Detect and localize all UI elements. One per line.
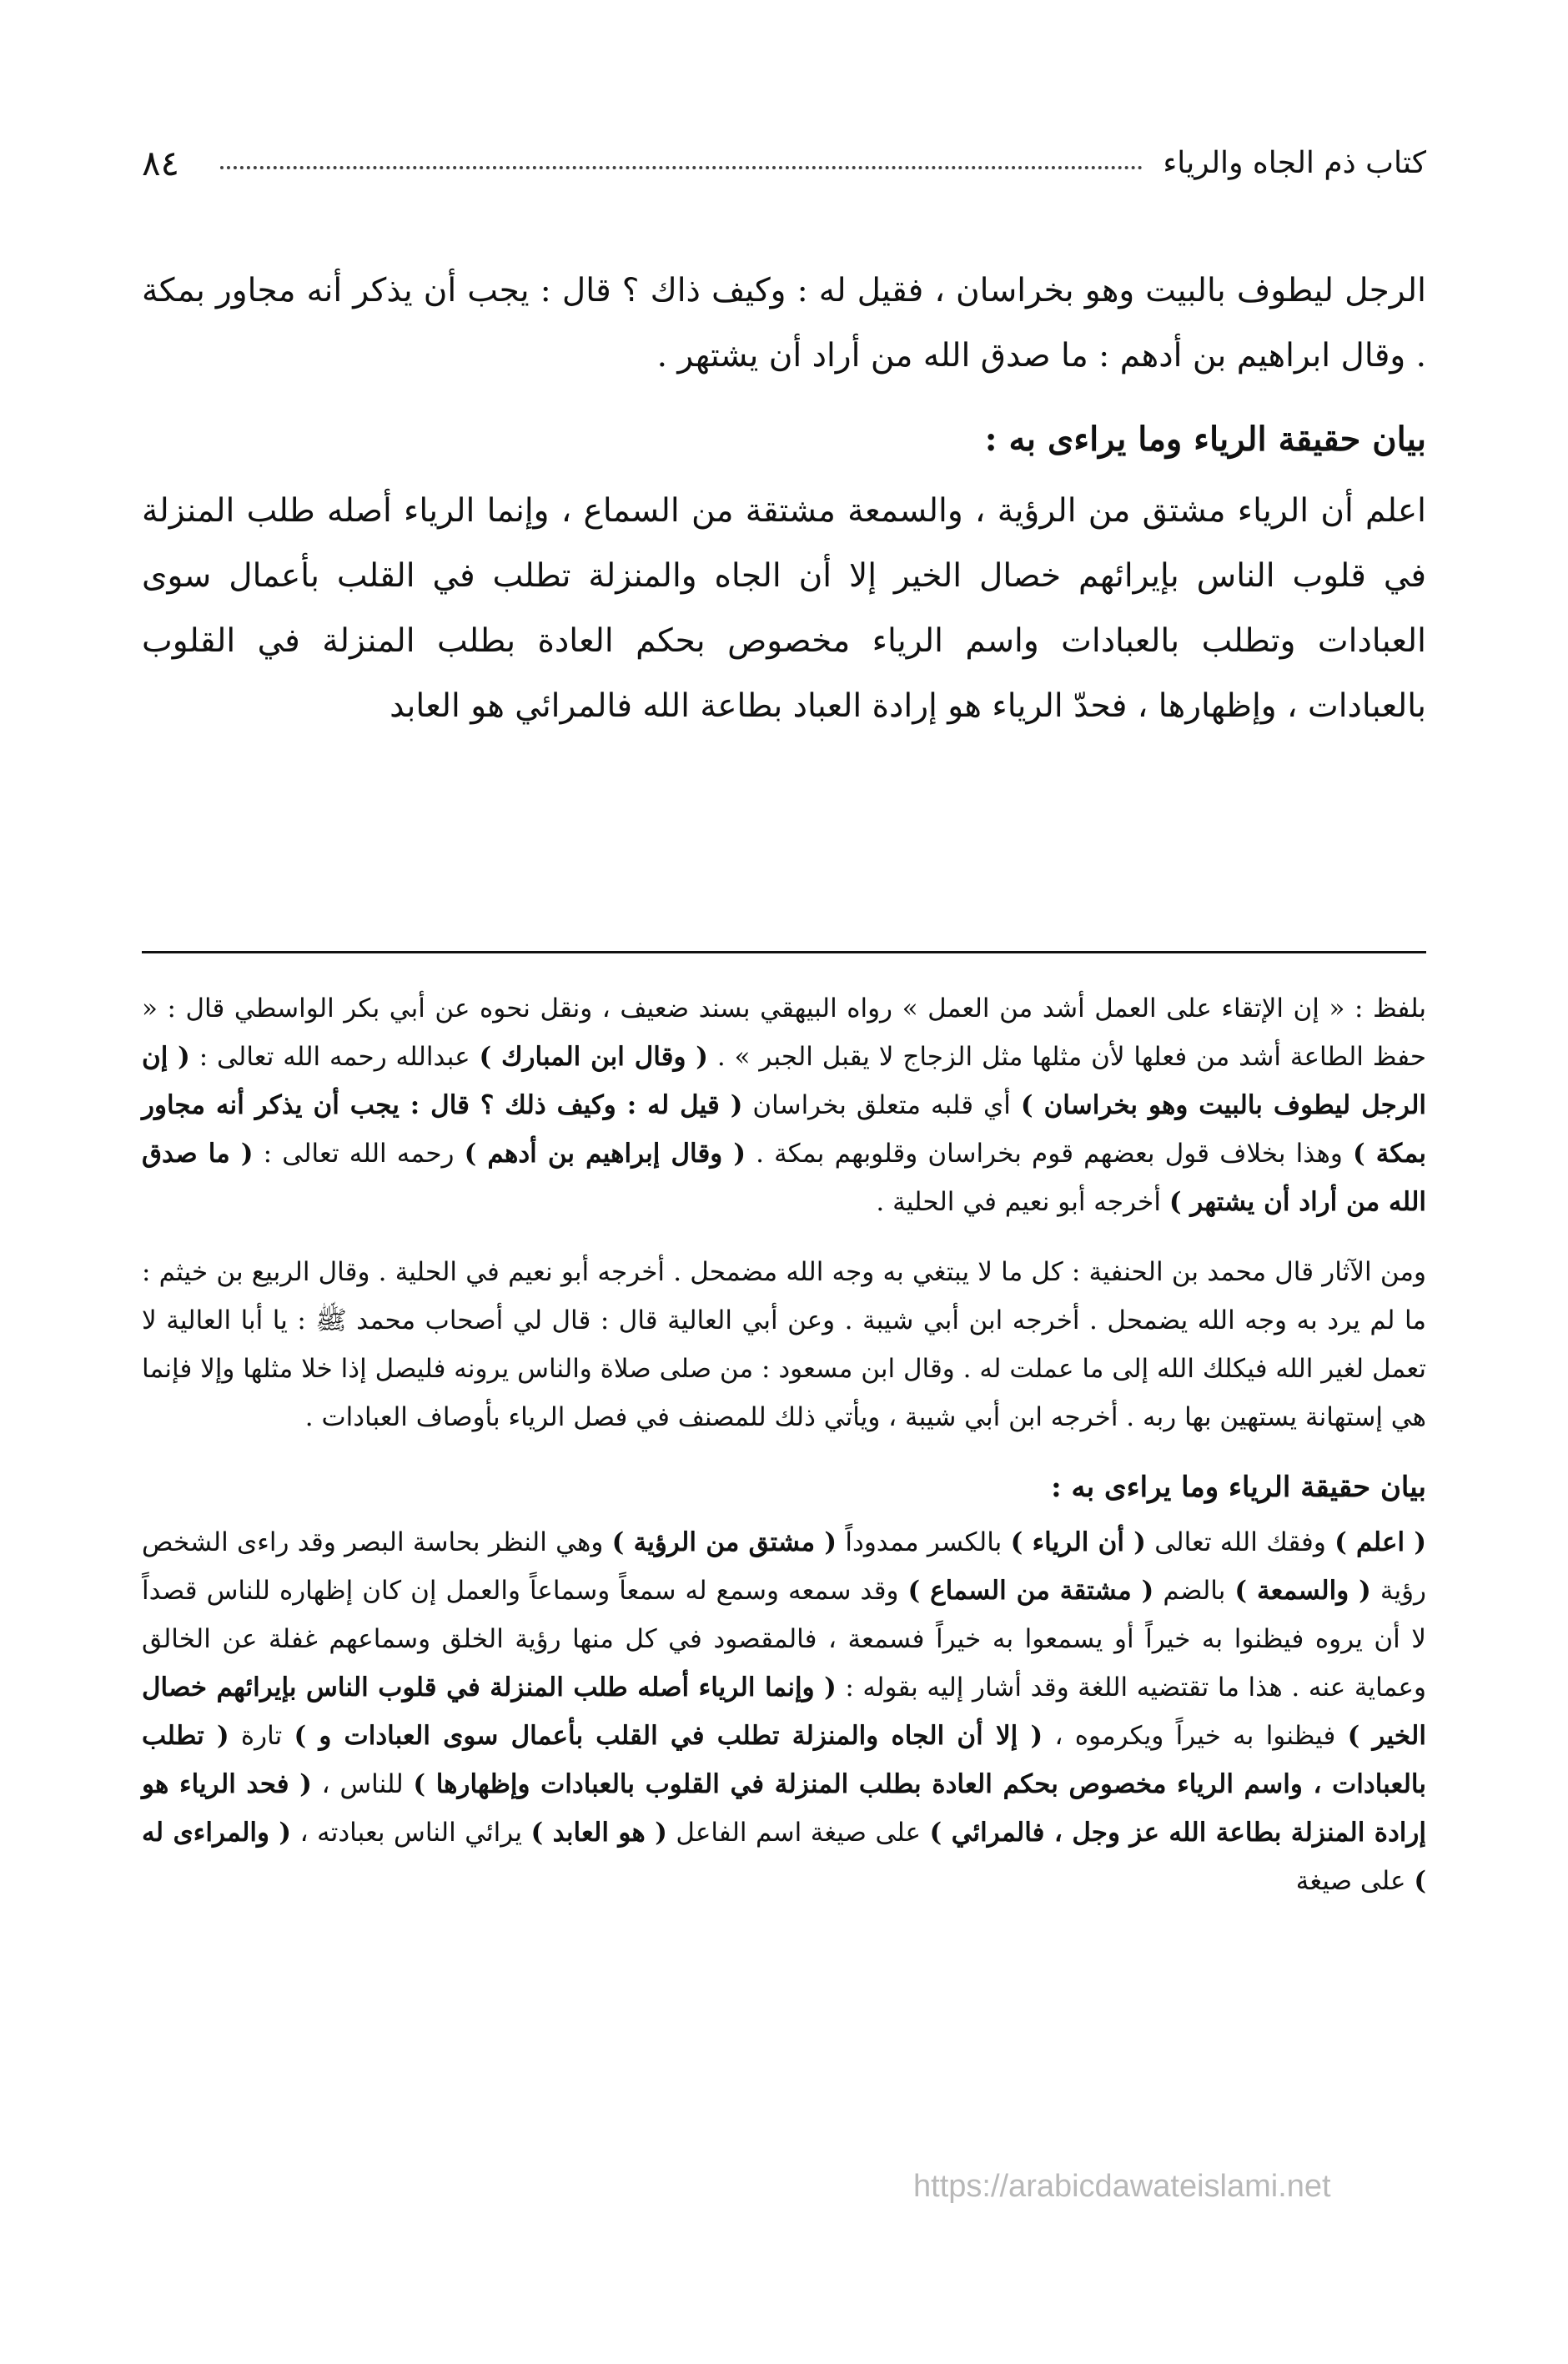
commentary-quote: ( تطلب بالعبادات ، واسم الرياء مخصوص بحكم العادة بطلب المنزلة في القلوب بالعبادات وإظهارها ) (142, 1721, 1426, 1799)
source-watermark: https://arabicdawateislami.net (913, 2169, 1331, 2204)
commentary-quote: ( والمراءى له ) (142, 1818, 1426, 1896)
main-text (142, 259, 1426, 739)
page-number: ٨٤ (142, 142, 180, 184)
main-paragraph-2: اعلم أن الرياء مشتق من الرؤية ، والسمعة مشتقة من السماع ، وإنما الرياء أصله طلب المنزلة في قلوب الناس بإيرائهم خصال الخير إلا أن الجاه والمنزلة تطلب في القلب بأعمال سوى العبادات وتطلب بالعبادات واسم الرياء مخصوص بحكم العادة بطلب المنزلة في القلوب بالعبادات ، وإظهارها ، فحدّ الرياء هو إرادة العباد بطاعة الله فالمرائي هو العابد (142, 492, 1426, 725)
commentary-text: بالضم (1153, 1576, 1235, 1606)
header-dotted-leader (220, 166, 1143, 169)
commentary-paragraph-2: ومن الآثار قال محمد بن الحنفية : كل ما لا يبتغي به وجه الله مضمحل . أخرجه أبو نعيم في الحلية . وقال الربيع بن خيثم : ما لم يرد به وجه الله يضمحل . أخرجه ابن أبي شيبة . وعن أبي العالية قال : قال لي أصحاب محمد ﷺ : يا أبا العالية لا تعمل لغير الله فيكلك الله إلى ما عملت له . وقال ابن مسعود : من صلى صلاة والناس يرونه فليصل إذا خلا مثلها وإلا فإنما هي إستهانة يستهين بها ربه . أخرجه ابن أبي شيبة ، ويأتي ذلك للمصنف في فصل الرياء بأوصاف العبادات . (142, 1257, 1426, 1432)
commentary-text: وهذا بخلاف قول بعضهم قوم بخراسان وقلوبهم بمكة . (746, 1139, 1353, 1169)
commentary-quote: ( والسمعة ) (1234, 1576, 1371, 1606)
commentary-quote: ( وقال ابن المبارك ) (479, 1042, 708, 1072)
book-page (142, 125, 1426, 2277)
commentary-paragraph-3 (142, 1518, 1426, 1905)
commentary-text: أخرجه أبو نعيم في الحلية . (876, 1187, 1169, 1217)
commentary (142, 984, 1426, 1927)
commentary-heading: بيان حقيقة الرياء وما يراءى به : (1051, 1471, 1426, 1504)
commentary-quote: ( وقال إبراهيم بن أدهم ) (464, 1139, 746, 1169)
commentary-quote: ( هو العابد ) (530, 1818, 667, 1848)
commentary-text: أي قلبه متعلق بخراسان (742, 1090, 1021, 1120)
commentary-quote: ( فحد الرياء هو إرادة المنزلة بطاعة الله عز وجل ، فالمرائي ) (142, 1769, 1426, 1848)
commentary-text: تارة (229, 1721, 294, 1751)
main-paragraph-1: الرجل ليطوف بالبيت وهو بخراسان ، فقيل له : وكيف ذاك ؟ قال : يجب أن يذكر أنه مجاور بمكة . وقال ابراهيم بن أدهم : ما صدق الله من أراد أن يشتهر . (142, 272, 1426, 375)
page-header (142, 125, 1426, 200)
footnote-divider (142, 951, 1426, 953)
commentary-text: وهي النظر بحاسة البصر وقد راءى الشخص رؤية (142, 1527, 1427, 1606)
commentary-text: يرائي الناس بعبادته ، (291, 1818, 531, 1848)
commentary-text: للناس ، (311, 1769, 414, 1799)
commentary-text: على صيغة (1295, 1866, 1415, 1896)
commentary-paragraph-1 (142, 984, 1426, 1226)
commentary-text: وقد سمعه وسمع له سمعاً وسماعاً والعمل إن كان إظهاره للناس قصداً لا أن يروه فيظنوا به خيراً أو يسمعوا به خيراً فسمعة ، فالمقصود في كل منها رؤية الخلق وسماعهم غفلة عن الخالق وعماية عنه . هذا ما تقتضيه اللغة وقد أشار إليه بقوله : (142, 1576, 1426, 1703)
commentary-text: رحمه الله تعالى : (253, 1139, 465, 1169)
commentary-text: بلفظ : « إن الإتقاء على العمل أشد من العمل » رواه البيهقي بسند ضعيف ، ونقل نحوه عن أبي بكر الواسطي قال : « حفظ الطاعة أشد من فعلها لأن مثلها مثل الزجاج لا يقبل الجبر » . (142, 993, 1427, 1072)
commentary-quote: ( مشتق من الرؤية ) (611, 1527, 837, 1557)
commentary-quote: ( مشتقة من السماع ) (907, 1576, 1154, 1606)
section-heading: بيان حقيقة الرياء وما يراءى به : (984, 420, 1426, 459)
commentary-text: فيظنوا به خيراً ويكرموه ، (1043, 1721, 1348, 1751)
commentary-quote: ( إلا أن الجاه والمنزلة تطلب في القلب بأعمال سوى العبادات و ) (294, 1721, 1043, 1751)
commentary-quote: ( قيل له : وكيف ذلك ؟ قال : يجب أن يذكر أنه مجاور بمكة ) (142, 1090, 1426, 1169)
commentary-text: بالكسر ممدوداً (837, 1527, 1011, 1557)
commentary-text: عبدالله رحمه الله تعالى : (189, 1042, 480, 1072)
commentary-quote: ( اعلم ) (1334, 1527, 1426, 1557)
commentary-quote: ( وإنما الرياء أصله طلب المنزلة في قلوب الناس بإيرائهم خصال الخير ) (142, 1672, 1426, 1751)
commentary-text: على صيغة اسم الفاعل (666, 1818, 930, 1848)
commentary-quote: ( أن الرياء ) (1010, 1527, 1146, 1557)
running-title: كتاب ذم الجاه والرياء (1163, 145, 1426, 180)
commentary-text: وفقك الله تعالى (1145, 1527, 1335, 1557)
commentary-quote: ( ما صدق الله من أراد أن يشتهر ) (142, 1139, 1426, 1217)
commentary-quote: ( إن الرجل ليطوف بالبيت وهو بخراسان ) (142, 1042, 1427, 1120)
